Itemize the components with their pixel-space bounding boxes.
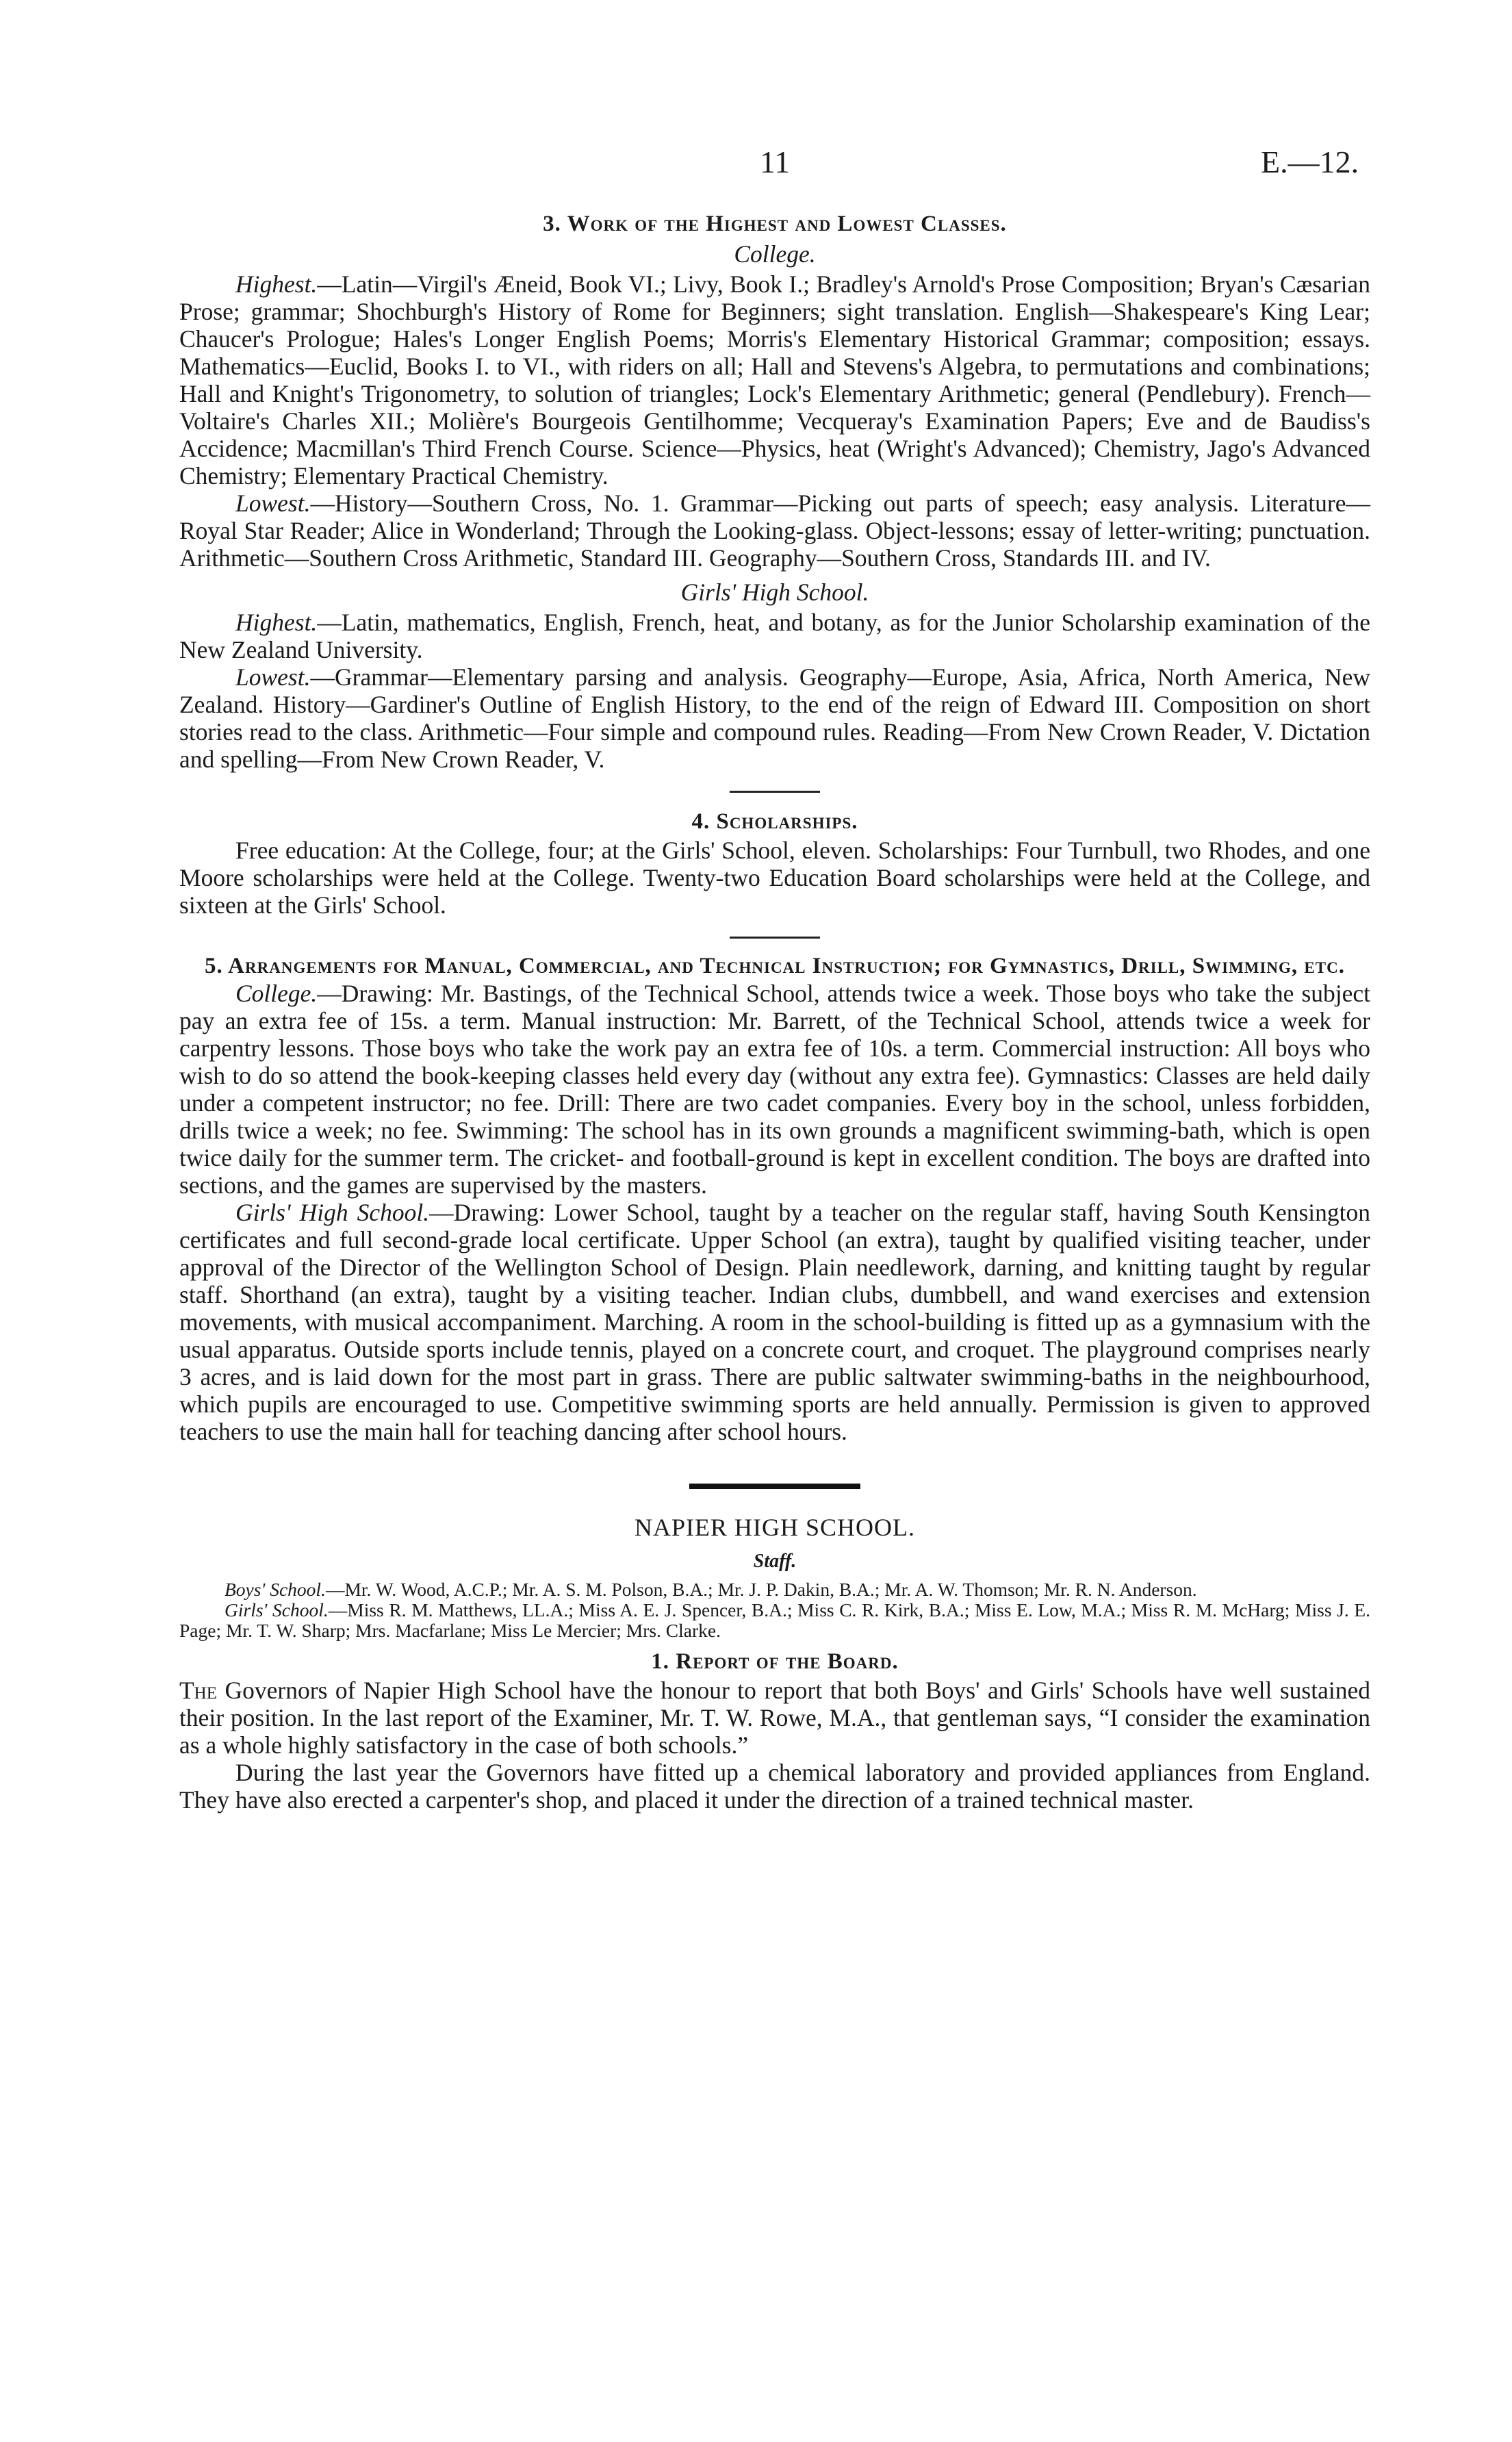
highest-label: Highest.: [235, 609, 318, 636]
college-arrangements-text: —Drawing: Mr. Bastings, of the Technical School, attends twice a week. Those boys who take the subject pay an extra fee of 15s. a term. Manual instruction: Mr. Barrett, of the Technical School, attends twice a week for carpentry lessons. Those boys who take the work pay an extra fee of 10s. a term. Commercial instruction: All boys who wish to do so attend the book-keeping classes held every day (without any extra fee). Gymnastics: Classes are held daily under a competent instructor; no fee. Drill: There are two cadet companies. Every boy in the school, unless forbidden, drills twice a week; no fee. Swimming: The school has in its own grounds a magnificent swimming-bath, which is open twice daily for the summer term. The cricket- and football-ground is kept in excellent condition. The boys are drafted into sections, and the games are supervised by the masters.: [179, 980, 1370, 1199]
college-lowest-paragraph: [179, 489, 1370, 572]
boys-staff: [179, 1579, 1370, 1600]
scholarships-paragraph: Free education: At the College, four; at the Girls' School, eleven. Scholarships: Four Turnbull, two Rhodes, and one Moore scholarships were held at the College. Twenty-two Education Board scholarships were held at the College, and sixteen at the Girls' School.: [179, 837, 1370, 919]
girls-staff-text: —Miss R. M. Matthews, LL.A.; Miss A. E. J. Spencer, B.A.; Miss C. R. Kirk, B.A.; Miss E. Low, M.A.; Miss R. M. McHarg; Miss J. E. Page; Mr. T. W. Sharp; Mrs. Macfarlane; Miss Le Mercier; Mrs. Clarke.: [179, 1599, 1370, 1641]
divider: [730, 791, 820, 793]
girls-arrangements-text: —Drawing: Lower School, taught by a teacher on the regular staff, having South Kensington certificates and full second-grade local certificate. Upper School (an extra), taught by qualified visiting teacher, under approval of the Director of the Wellington School of Design. Plain needlework, darning, and knitting taught by regular staff. Shorthand (an extra), taught by a visiting teacher. Indian clubs, dumbbell, and wand exercises and extension movements, with musical accompaniment. Marching. A room in the school-building is fitted up as a gymnasium with the usual apparatus. Outside sports include tennis, played on a concrete court, and croquet. The playground comprises nearly 3 acres, and is laid down for the most part in grass. There are public saltwater swimming-baths in the neighbourhood, which pupils are encouraged to use. Competitive swimming sports are held annually. Permission is given to approved teachers to use the main hall for teaching dancing after school hours.: [179, 1199, 1370, 1445]
boys-label: Boys' School.: [225, 1579, 326, 1600]
boys-staff-text: —Mr. W. Wood, A.C.P.; Mr. A. S. M. Polson, B.A.; Mr. J. P. Dakin, B.A.; Mr. A. W. Thomson; Mr. R. N. Anderson.: [325, 1579, 1197, 1600]
section-4-heading: 4. Scholarships.: [691, 809, 858, 834]
girls-subheading: Girls' High School.: [680, 578, 869, 606]
college-label: College.: [235, 980, 318, 1007]
girls-highest-text: —Latin, mathematics, English, French, heat, and botany, as for the Junior Scholarship examination of the New Zealand University.: [179, 609, 1370, 663]
report-paragraph-1: [179, 1677, 1370, 1759]
lowest-label: Lowest.: [235, 489, 311, 517]
napier-title: NAPIER HIGH SCHOOL.: [634, 1514, 915, 1541]
girls-staff: [179, 1600, 1370, 1641]
college-arrangements-paragraph: [179, 980, 1370, 1199]
girls-lowest-text: —Grammar—Elementary parsing and analysis. Geography—Europe, Asia, Africa, North America, New Zealand. History—Gardiner's Outline of English History, to the end of the reign of Edward III. Composition on short stories read to the class. Arithmetic—Four simple and compound rules. Reading—From New Crown Reader, V. Dictation and spelling—From New Crown Reader, V.: [179, 663, 1370, 773]
college-subheading: College.: [734, 240, 816, 268]
section-5-heading: 5. Arrangements for Manual, Commercial, and Technical Instruction; for Gymnastics, Drill, Swimming, etc.: [205, 954, 1345, 978]
page-body: [179, 209, 1370, 1814]
girls-label: Girls' School.: [225, 1599, 329, 1620]
college-lowest-text: —History—Southern Cross, No. 1. Grammar—Picking out parts of speech; easy analysis. Literature—Royal Star Reader; Alice in Wonderland; Through the Looking-glass. Object-lessons; essay of letter-writing; punctuation. Arithmetic—Southern Cross Arithmetic, Standard III. Geography—Southern Cross, Standards III. and IV.: [179, 489, 1370, 572]
highest-label: Highest.: [235, 270, 318, 298]
page-number: 11: [760, 144, 791, 179]
staff-heading: Staff.: [753, 1551, 797, 1572]
report-text-1: Governors of Napier High School have the honour to report that both Boys' and Girls' Schools have well sustained their position. In the last report of the Examiner, Mr. T. W. Rowe, M.A., that gentleman says, “I consider the examination as a whole highly satisfactory in the case of both schools.”: [179, 1677, 1370, 1759]
section-divider-thick: [689, 1484, 860, 1489]
report-paragraph-2: During the last year the Governors have fitted up a chemical laboratory and provided appliances from England. They have also erected a carpenter's shop, and placed it under the direction of a trained technical master.: [179, 1759, 1370, 1814]
girls-highest-paragraph: [179, 609, 1370, 663]
report-first-word: The: [179, 1677, 218, 1704]
section-3-heading: 3. Work of the Highest and Lowest Classes.: [543, 212, 1007, 236]
lowest-label: Lowest.: [235, 663, 311, 691]
divider: [730, 937, 820, 939]
page-header: [0, 144, 1512, 185]
college-highest-text: —Latin—Virgil's Æneid, Book VI.; Livy, Book I.; Bradley's Arnold's Prose Composition; Bryan's Cæsarian Prose; grammar; Shochburgh's History of Rome for Beginners; sight translation. English—Shakespeare's King Lear; Chaucer's Prologue; Hales's Longer English Poems; Morris's Elementary Historical Grammar; composition; essays. Mathematics—Euclid, Books I. to VI., with riders on all; Hall and Stevens's Algebra, to permutations and combinations; Hall and Knight's Trigonometry, to solution of triangles; Lock's Elementary Arithmetic; general (Pendlebury). French—Voltaire's Charles XII.; Molière's Bourgeois Gentilhomme; Vecqueray's Examination Papers; Eve and de Baudiss's Accidence; Macmillan's Third French Course. Science—Physics, heat (Wright's Advanced); Chemistry, Jago's Advanced Chemistry; Elementary Practical Chemistry.: [179, 270, 1370, 489]
staff-list: [179, 1579, 1370, 1641]
girls-lowest-paragraph: [179, 663, 1370, 773]
document-reference: E.—12.: [1261, 144, 1359, 179]
girls-arrangements-paragraph: [179, 1199, 1370, 1445]
college-highest-paragraph: [179, 270, 1370, 489]
report-heading: 1. Report of the Board.: [651, 1649, 899, 1674]
girls-label: Girls' High School.: [235, 1199, 430, 1226]
